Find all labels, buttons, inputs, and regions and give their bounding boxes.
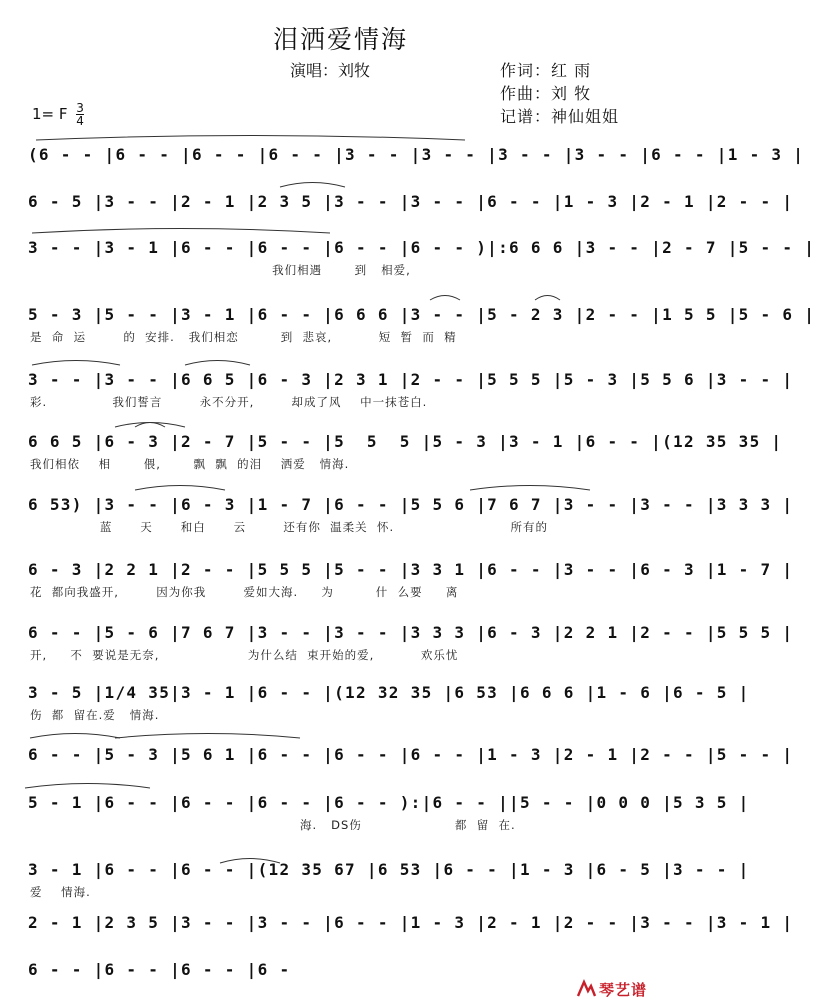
lyricist-credit: 作词：红 雨 bbox=[500, 61, 592, 80]
tie-arc bbox=[135, 423, 165, 428]
notation-row: (6 - - |6 - - |6 - - |6 - - |3 - - |3 - - |3 - - |3 - - |6 - - |1 - 3 | bbox=[28, 145, 805, 164]
key-signature bbox=[32, 102, 84, 127]
notation-row: 6 - 5 |3 - - |2 - 1 |2 3 5 |3 - - |3 - - |6 - - |1 - 3 |2 - 1 |2 - - | bbox=[28, 192, 794, 211]
tie-arc bbox=[115, 734, 300, 739]
tie-arc bbox=[115, 423, 185, 428]
tie-arc bbox=[36, 136, 465, 141]
lyric-row: 彩. 我们誓言 永不分开, 却成了风 中一抹苍白. bbox=[30, 395, 428, 409]
notation-row: 6 53) |3 - - |6 - 3 |1 - 7 |6 - - |5 5 6 |7 6 7 |3 - - |3 - - |3 3 3 | bbox=[28, 495, 794, 514]
notation-row: 5 - 3 |5 - - |3 - 1 |6 - - |6 6 6 |3 - - |5 - 2 3 |2 - - |1 5 5 |5 - 6 | bbox=[28, 305, 815, 324]
tie-arc bbox=[32, 361, 120, 366]
watermark-logo-icon bbox=[575, 979, 597, 999]
page-title: 泪洒爱情海 bbox=[272, 25, 408, 54]
tie-arc bbox=[430, 296, 460, 301]
tie-arc bbox=[535, 296, 560, 301]
notation-row: 3 - - |3 - 1 |6 - - |6 - - |6 - - |6 - - )|:6 6 6 |3 - - |2 - 7 |5 - - | bbox=[28, 238, 815, 257]
time-signature-top: 3 bbox=[76, 101, 84, 115]
singer-credit: 演唱：刘牧 bbox=[290, 61, 371, 80]
notation-row: 3 - 1 |6 - - |6 - - |(12 35 67 |6 53 |6 - - |1 - 3 |6 - 5 |3 - - | bbox=[28, 860, 750, 879]
lyric-row: 爱 情海. bbox=[30, 885, 91, 899]
notation-row: 5 - 1 |6 - - |6 - - |6 - - |6 - - ):|6 - - ||5 - - |0 0 0 |5 3 5 | bbox=[28, 793, 750, 812]
lyric-row: 我们相依 相 偎, 飘 飘 的泪 洒爱 情海. bbox=[30, 457, 350, 471]
notation-row: 6 - - |6 - - |6 - - |6 - bbox=[28, 960, 291, 979]
lyric-row: 开, 不 要说是无奈, 为什么结 束开始的爱, 欢乐忧 bbox=[30, 648, 459, 662]
watermark-text: 琴艺谱 bbox=[599, 981, 648, 999]
notation-row: 6 6 5 |6 - 3 |2 - 7 |5 - - |5 5 5 |5 - 3 |3 - 1 |6 - - |(12 35 35 | bbox=[28, 432, 783, 451]
tie-arc bbox=[32, 229, 330, 234]
composer-credit: 作曲：刘 牧 bbox=[500, 84, 592, 103]
notation-row: 3 - - |3 - - |6 6 5 |6 - 3 |2 3 1 |2 - - |5 5 5 |5 - 3 |5 5 6 |3 - - | bbox=[28, 370, 794, 389]
tie-arc bbox=[185, 361, 250, 366]
tie-arc bbox=[30, 734, 120, 739]
notation-row: 6 - - |5 - 3 |5 6 1 |6 - - |6 - - |6 - - |1 - 3 |2 - 1 |2 - - |5 - - | bbox=[28, 745, 794, 764]
notation-row: 6 - 3 |2 2 1 |2 - - |5 5 5 |5 - - |3 3 1 |6 - - |3 - - |6 - 3 |1 - 7 | bbox=[28, 560, 794, 579]
notation-row: 2 - 1 |2 3 5 |3 - - |3 - - |6 - - |1 - 3 |2 - 1 |2 - - |3 - - |3 - 1 | bbox=[28, 913, 794, 932]
tie-arc bbox=[135, 486, 225, 491]
notation-row: 3 - 5 |1/4 35|3 - 1 |6 - - |(12 32 35 |6 53 |6 6 6 |1 - 6 |6 - 5 | bbox=[28, 683, 750, 702]
tie-arc bbox=[280, 183, 345, 188]
lyric-row: 伤 都 留在.爱 情海. bbox=[30, 708, 160, 722]
lyric-row: 花 都向我盛开, 因为你我 爱如大海. 为 什 么要 离 bbox=[30, 585, 459, 599]
lyric-row: 是 命 运 的 安排. 我们相恋 到 悲哀, 短 暂 而 精 bbox=[30, 330, 457, 344]
lyric-row: 海. DS伤 都 留 在. bbox=[30, 818, 516, 832]
tie-arc bbox=[470, 486, 590, 491]
tie-arc bbox=[25, 784, 150, 789]
watermark bbox=[575, 979, 667, 1001]
key-text: 1= F bbox=[32, 105, 68, 123]
lyric-row: 我们相遇 到 相爱, bbox=[30, 263, 411, 277]
notation-row: 6 - - |5 - 6 |7 6 7 |3 - - |3 - - |3 3 3 |6 - 3 |2 2 1 |2 - - |5 5 5 | bbox=[28, 623, 794, 642]
time-signature bbox=[76, 102, 84, 127]
lyric-row: 蓝 天 和白 云 还有你 温柔关 怀. 所有的 bbox=[30, 520, 549, 534]
transcriber-credit: 记谱：神仙姐姐 bbox=[500, 107, 620, 126]
time-signature-bottom: 4 bbox=[76, 114, 84, 128]
